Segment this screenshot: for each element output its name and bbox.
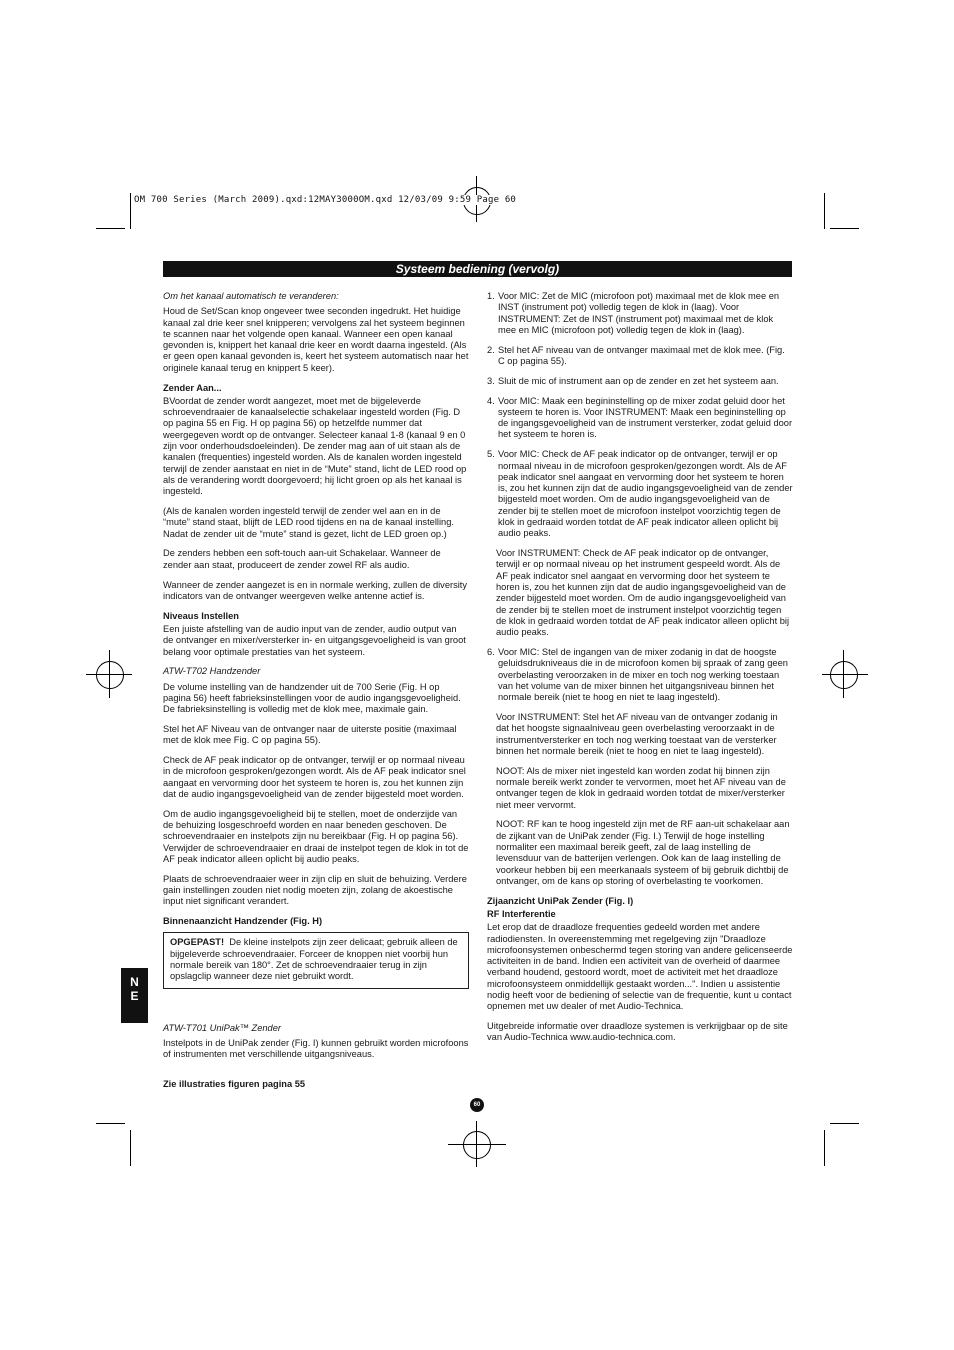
step5-instrument: Voor INSTRUMENT: Check de AF peak indicator op de ontvanger, terwijl er op normaal niveau op het instrument gespeeld wordt. Als de AF peak indicator snel aangaat en vervorming door het systeem te horen is, zou het kunnen zijn dat de audio ingangsgevoeligheid van de zender bijgesteld moet worden. Om de audio ingangsgevoeligheid van de zender bij te stellen moet de instrument instelpot voorzichtig tegen de klok in gedraaid worden totdat de AF peak indicator alleen oplicht bij audio peaks. bbox=[496, 548, 790, 638]
crop-mark bbox=[130, 193, 131, 229]
crop-mark bbox=[96, 1123, 125, 1124]
list-item: 2. Stel het AF niveau van de ontvanger maximaal met de klok mee. (Fig. C op pagina 55). bbox=[487, 344, 785, 366]
t702-p2: Stel het AF Niveau van de ontvanger naar de uiterste positie (maximaal met de klok mee Fig. C op pagina 55). bbox=[163, 724, 457, 746]
crop-mark bbox=[824, 1130, 825, 1166]
zender-aan-p4: Wanneer de zender aangezet is en in normale werking, zullen de diversity indicators van de ontvanger weergeven welke antenne actief is. bbox=[163, 579, 468, 601]
left-column bbox=[163, 291, 469, 1069]
zijaanzicht-title: Zijaanzicht UniPak Zender (Fig. I) bbox=[487, 895, 634, 906]
list-item: 4. Voor MIC: Maak een begininstelling op de mixer zodat geluid door het systeem te horen is. Voor INSTRUMENT: Maak een begininstelling op de ingangsgevoeligheid van de instrument versterker, zodat geluid door het systeem te horen is. bbox=[487, 395, 793, 440]
list-item: 1. Voor MIC: Zet de MIC (microfoon pot) maximaal met de klok mee en INST (instrument pot) volledig tegen de klok in (laag). Voor INSTRUMENT: Zet de INST (instrument pot) maximaal met de klok mee en MIC (microfoon pot) volledig tegen de klok in (laag). bbox=[487, 291, 780, 335]
section-header bbox=[163, 261, 792, 277]
page-number: 60 bbox=[470, 1098, 484, 1112]
t702-p1: De volume instelling van de handzender uit de 700 Serie (Fig. H op pagina 56) heeft fabrieksinstellingen voor de audio ingangsgevoeligheid. De fabrieksinstelling is volledig met de klok mee, maximale gain. bbox=[163, 681, 461, 715]
note-1: NOOT: Als de mixer niet ingesteld kan worden zodat hij binnen zijn normale bereik werkt zonder te vervormen, moet het AF niveau van de ontvanger tegen de klok in gedraaid worden totdat de mixer/versterker niet meer vervormt. bbox=[496, 765, 786, 810]
zender-aan-p2: (Als de kanalen worden ingesteld terwijl de zender wel aan en in de “mute” stand staat, blijft de LED rood tijdens en na de kanaal instelling. Nadat de zender uit de “mute” stand is gezet, licht de LED groen op.) bbox=[163, 506, 454, 539]
zender-aan-title: Zender Aan... bbox=[163, 382, 222, 393]
crop-mark bbox=[130, 1130, 131, 1166]
auto-channel-text: Houd de Set/Scan knop ongeveer twee seconden ingedrukt. Het huidige kanaal zal drie keer snel knipperen; vervolgens zal het systeem beginnen te scannen naar het volgende open kanaal. Wanneer een open kanaal gevonden is, knippert het kanaal drie keer en wordt daarna ingesteld. (Als er geen open kanaal gevonden is, keert het systeem automatisch naar het originele kanaal terug en knippert 5 keer). bbox=[163, 306, 469, 373]
binnenaanzicht-title: Binnenaanzicht Handzender (Fig. H) bbox=[163, 916, 323, 927]
niveaus-title: Niveaus Instellen bbox=[163, 610, 239, 621]
caution-box bbox=[163, 932, 469, 988]
crop-mark bbox=[830, 228, 859, 229]
note-2: NOOT: RF kan te hoog ingesteld zijn met de RF aan-uit schakelaar aan de zijkant van de UniPak zender (Fig. I.) Terwijl de hoge instelling normaliter een maximaal bereik geeft, zal de laag instelling de levensduur van de batterijen verlengen. Ook kan de laag instelling de voorkeur hebben bij een meerkanaals systeem of bij gebruik dichtbij de ontvanger, om de kans op storing of overbelasting te voorkomen. bbox=[496, 819, 790, 886]
t702-p5: Plaats de schroevendraaier weer in zijn clip en sluit de behuizing. Verdere gain instellingen zouden niet nodig moeten zijn, zolang de akoestische input niet significant verandert. bbox=[163, 873, 467, 907]
caution-label: OPGEPAST! bbox=[170, 937, 225, 948]
t701-text: Instelpots in de UniPak zender (Fig. I) kunnen gebruikt worden microfoons of instrumenten met verschillende uitgangsniveaus. bbox=[163, 1037, 469, 1060]
crop-mark bbox=[824, 193, 825, 229]
section-title: Systeem bediening (vervolg) bbox=[395, 262, 560, 276]
crop-mark bbox=[830, 1123, 859, 1124]
t702-p4: Om de audio ingangsgevoeligheid bij te stellen, moet de onderzijde van de behuizing losgeschroefd worden en naar beneden geschoven. De schroevendraaier en instelpots zijn nu bereikbaar (Fig. H op pagina 56). Verwijder de schroevendraaier en draai de instelpot tegen de klok in tot de AF peak indicator alleen oplicht bij audio peaks. bbox=[163, 808, 469, 864]
niveaus-text: Een juiste afstelling van de audio input van de zender, audio output van de ontvanger en mixer/versterker in- en uitgangsgevoeligheid is van groot belang voor optimale prestaties van het systeem. bbox=[163, 623, 466, 657]
caution-text: De kleine instelpots zijn zeer delicaat; gebruik alleen de bijgeleverde schroevendraaier. Forceer de knoppen niet voorbij hun normale bereik van 180°. Zet de schroevendraaier terug in zijn opslagclip wanneer deze niet gebruikt wordt. bbox=[170, 937, 458, 982]
zender-aan-p3: De zenders hebben een soft-touch aan-uit Schakelaar. Wanneer de zender aan staat, produceert de zender zowel RF als audio. bbox=[163, 548, 441, 570]
t702-title: ATW-T702 Handzender bbox=[163, 666, 261, 677]
list-item: 6. Voor MIC: Stel de ingangen van de mixer zodanig in dat de hoogste geluidsdrukniveaus die in de microfoon komen bij spraak of zang geen overbelasting veroorzaken in de mixer en toch nog werking toestaan van het volume van de mixer binnen het uitgangsniveau binnen het normale bereik (niet te hoog en niet te laag ingesteld). bbox=[487, 647, 788, 703]
step6-instrument: Voor INSTRUMENT: Stel het AF niveau van de ontvanger zodanig in dat het hoogste signaalniveau geen overbelasting veroorzaakt in de instrumentversterker en toch nog werking toestaat van de versterker binnen het normale bereik (niet te hoog en niet te laag ingesteld). bbox=[496, 712, 778, 756]
print-slug: OM 700 Series (March 2009).qxd:12MAY3000OM.qxd 12/03/09 9:59 Page 60 bbox=[134, 195, 517, 205]
t701-title: ATW-T701 UniPak™ Zender bbox=[163, 1022, 281, 1033]
crop-mark bbox=[96, 228, 125, 229]
list-item: 3. Sluit de mic of instrument aan op de zender en zet het systeem aan. bbox=[487, 375, 779, 386]
rf-p1: Let erop dat de draadloze frequenties gedeeld worden met andere radiodiensten. In overeenstemming met regelgeving zijn "Draadloze microfoonsystemen onbeschermd tegen storing van andere gelicenseerde activiteiten in de band. Indien een activiteit van de overheid of daarmee verband houdend, gestoord wordt, moet de activiteit met het draadloze microfoonsysteem onmiddellijk gestaakt worden...". Indien u assistentie nodig heeft voor de bediening of selectie van de frequentie, kunt u contact opnemen met uw dealer of met Audio-Technica. bbox=[487, 922, 793, 1012]
rf-title: RF Interferentie bbox=[487, 908, 556, 919]
auto-channel-title: Om het kanaal automatisch te veranderen: bbox=[163, 291, 339, 301]
footer-note: Zie illustraties figuren pagina 55 bbox=[163, 1079, 306, 1089]
rf-p2: Uitgebreide informatie over draadloze systemen is verkrijgbaar op de site van Audio-Technica www.audio-technica.com. bbox=[487, 1021, 788, 1043]
t702-p3: Check de AF peak indicator op de ontvanger, terwijl er op normaal niveau in de microfoon gesproken/gezongen wordt. Als de AF peak indicator snel aangaat en vervorming door het systeem te horen is, zou het kunnen zijn dat de audio ingangsgevoeligheid van de zender bijgesteld moet worden. bbox=[163, 755, 466, 799]
right-column bbox=[487, 291, 793, 1052]
zender-aan-p1: BVoordat de zender wordt aangezet, moet met de bijgeleverde schroevendraaier de kanaalselectie schakelaar ingesteld worden (Fig. D op pagina 55 en Fig. H op pagina 56) op hetzelfde nummer dat weergegeven wordt op de ontvanger. Selecteer kanaal 1-8 (kanaal 9 en 0 zijn voor onderhoudsdoeleinden). De zender mag aan of uit staan als de kanalen (frequenties) ingesteld worden. Als de kanalen worden ingesteld terwijl de zender aanstaat en niet in de “Mute” stand, licht de LED rood op als de verandering wordt doorgevoerd; hij licht groen op als het kanaal is ingesteld. bbox=[163, 395, 467, 497]
steps-list bbox=[487, 291, 793, 540]
list-item: 5. Voor MIC: Check de AF peak indicator op de ontvanger, terwijl er op normaal niveau in de microfoon gesproken/gezongen wordt. Als de AF peak indicator snel aangaat en vervorming door het systeem te horen is, zou het kunnen zijn dat de audio ingangsgevoeligheid van de zender bijgesteld moet worden. Om de audio ingangsgevoeligheid van de zender bij te stellen moet de microfoon instelpot voorzichtig tegen de klok in gedraaid worden totdat de AF peak indicator alleen oplicht bij audio peaks. bbox=[487, 449, 793, 539]
language-tab: N E bbox=[121, 968, 148, 1023]
